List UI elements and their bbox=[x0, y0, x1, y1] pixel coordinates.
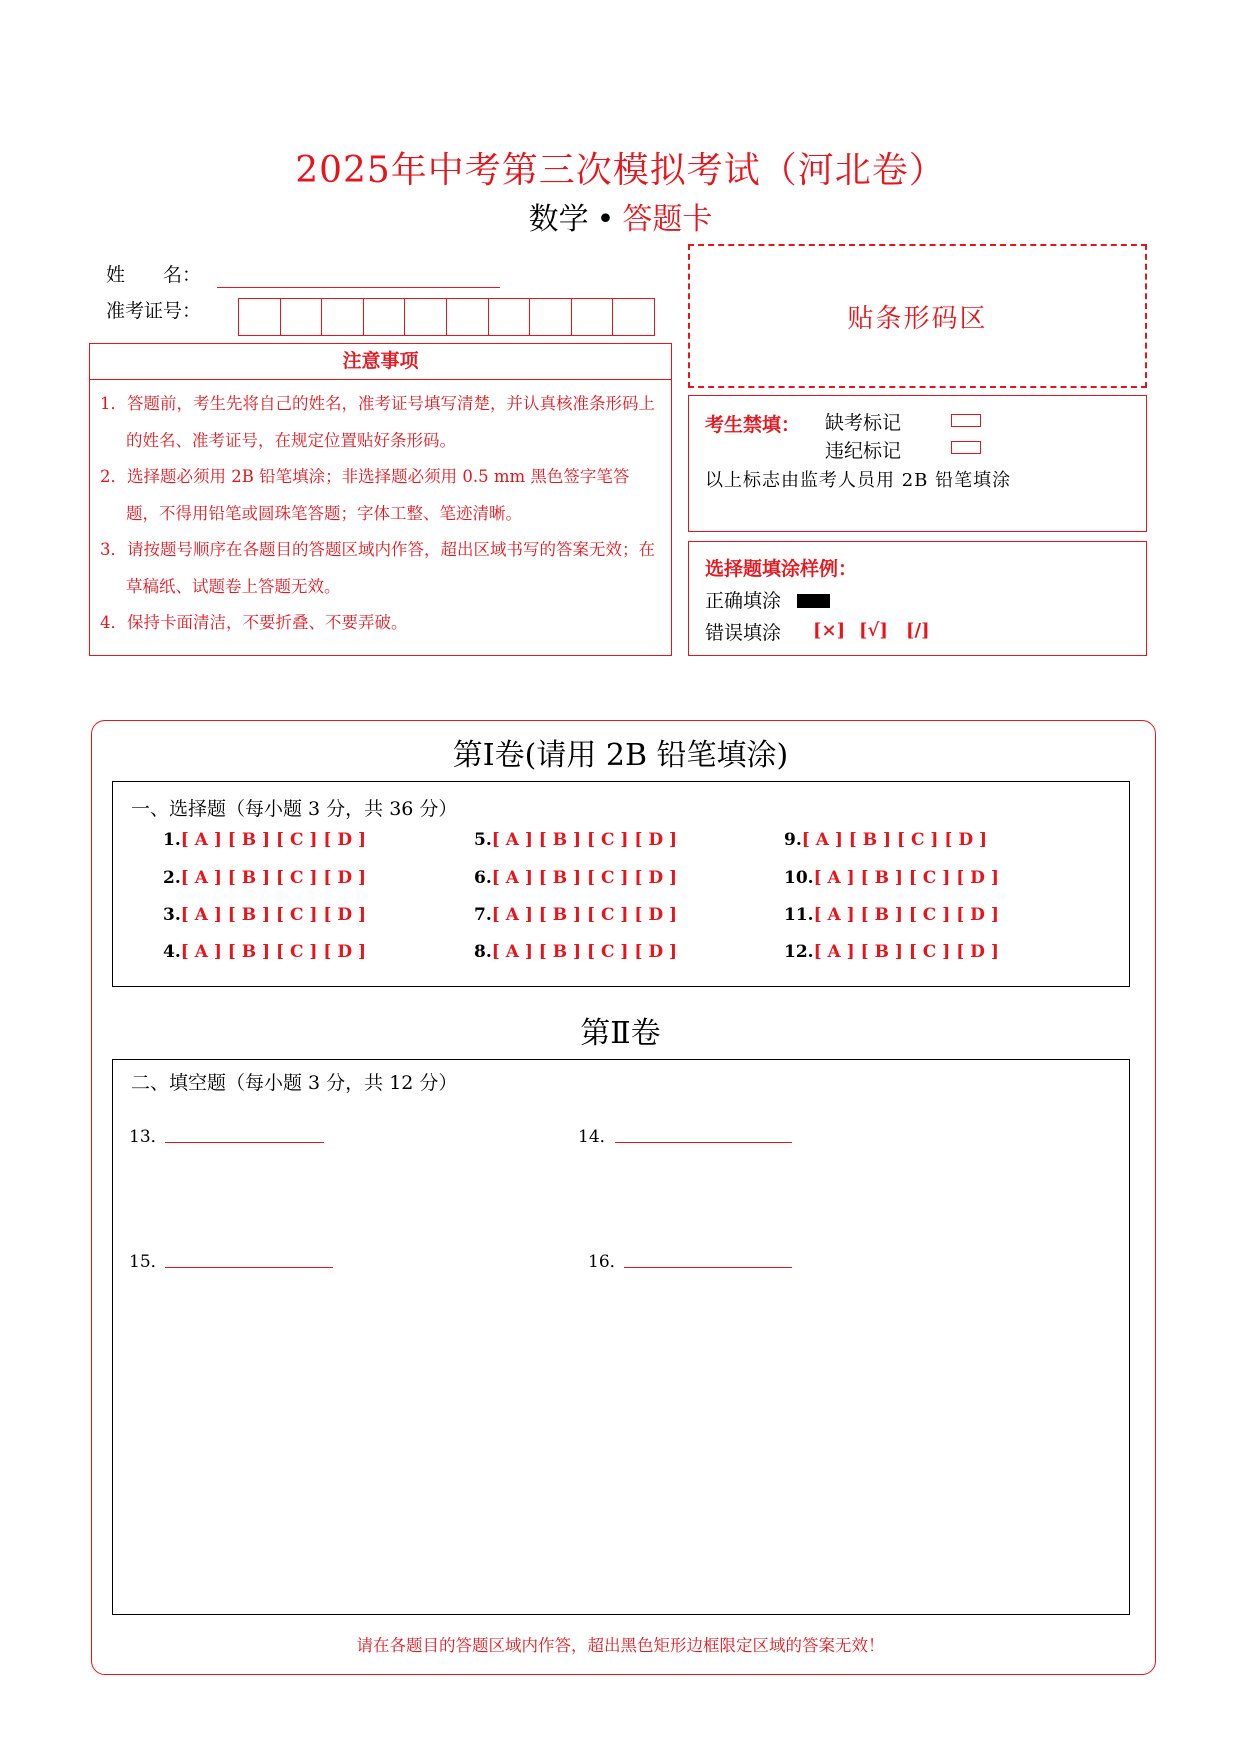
notice-item: 1．答题前，考生先将自己的姓名，准考证号填写清楚，并认真核准条形码上的姓名、准考证号，在规定位置贴好条形码。 bbox=[100, 394, 655, 450]
exam-id-cell[interactable] bbox=[364, 299, 406, 335]
answer-blank[interactable] bbox=[165, 1267, 333, 1268]
exam-id-cell[interactable] bbox=[530, 299, 572, 335]
question-number: 8. bbox=[474, 942, 492, 962]
blank-number: 14． bbox=[578, 1127, 617, 1147]
answer-options[interactable]: [ A ] [ B ] [ C ] [ D ] bbox=[180, 942, 367, 962]
correct-fill-swatch bbox=[797, 594, 830, 608]
question-number: 3. bbox=[163, 905, 181, 925]
mc-question-row[interactable] bbox=[163, 868, 366, 888]
answer-blank[interactable] bbox=[165, 1142, 324, 1143]
answer-options[interactable]: [ A ] [ B ] [ C ] [ D ] bbox=[491, 905, 678, 925]
absent-mark-label: 缺考标记 bbox=[825, 412, 902, 434]
wrong-fill-label: 错误填涂 bbox=[705, 622, 782, 644]
answer-blank[interactable] bbox=[615, 1142, 792, 1143]
name-label bbox=[106, 260, 201, 287]
separator-dot: • bbox=[596, 202, 615, 237]
subject-label: 数学 bbox=[528, 202, 589, 237]
examiner-only-label: 考生禁填： bbox=[705, 414, 801, 436]
blank-number: 15． bbox=[129, 1252, 168, 1272]
question-number: 9. bbox=[784, 830, 802, 850]
name-label-second: 名： bbox=[163, 264, 202, 286]
examiner-only-box bbox=[688, 395, 1147, 532]
part1-title: 第Ⅰ卷(请用 2B 铅笔填涂) bbox=[452, 738, 789, 773]
correct-fill-label: 正确填涂 bbox=[705, 590, 782, 612]
exam-id-cell[interactable] bbox=[239, 299, 281, 335]
footer-warning: 请在各题目的答题区域内作答，超出黑色矩形边框限定区域的答案无效！ bbox=[356, 1636, 885, 1655]
wrong-mark-check: [√] bbox=[859, 620, 888, 641]
question-number: 11. bbox=[784, 905, 814, 925]
mc-question-row[interactable] bbox=[474, 830, 677, 850]
blank-number: 13． bbox=[129, 1127, 168, 1147]
mc-question-row[interactable] bbox=[784, 868, 999, 888]
exam-id-boxes[interactable] bbox=[238, 298, 655, 336]
exam-id-label: 准考证号： bbox=[106, 300, 202, 322]
mc-question-row[interactable] bbox=[784, 830, 987, 850]
fill-in-heading: 二、填空题（每小题 3 分，共 12 分） bbox=[131, 1072, 458, 1094]
fill-sample-box bbox=[688, 541, 1147, 656]
question-number: 5. bbox=[474, 830, 492, 850]
mc-question-row[interactable] bbox=[163, 905, 366, 925]
notice-item: 3．请按题号顺序在各题目的答题区域内作答，超出区域书写的答案无效；在草稿纸、试题卷上答题无效。 bbox=[100, 540, 655, 596]
notice-item: 2．选择题必须用 2B 铅笔填涂；非选择题必须用 0.5 mm 黑色签字笔答题，不得用铅笔或圆珠笔答题；字体工整、笔迹清晰。 bbox=[100, 467, 630, 523]
mc-question-row[interactable] bbox=[163, 942, 366, 962]
mc-question-row[interactable] bbox=[474, 905, 677, 925]
answer-options[interactable]: [ A ] [ B ] [ C ] [ D ] bbox=[180, 830, 367, 850]
exam-id-cell[interactable] bbox=[447, 299, 489, 335]
question-number: 4. bbox=[163, 942, 181, 962]
answer-options[interactable]: [ A ] [ B ] [ C ] [ D ] bbox=[491, 868, 678, 888]
answer-options[interactable]: [ A ] [ B ] [ C ] [ D ] bbox=[180, 868, 367, 888]
name-field[interactable] bbox=[217, 287, 500, 288]
answer-options[interactable]: [ A ] [ B ] [ C ] [ D ] bbox=[813, 905, 999, 925]
answer-options[interactable]: [ A ] [ B ] [ C ] [ D ] bbox=[813, 868, 999, 888]
question-number: 12. bbox=[784, 942, 814, 962]
wrong-mark-slash: [/] bbox=[906, 620, 930, 641]
exam-id-cell[interactable] bbox=[572, 299, 614, 335]
mc-question-row[interactable] bbox=[784, 905, 999, 925]
blank-number: 16． bbox=[588, 1252, 627, 1272]
mc-question-row[interactable] bbox=[784, 942, 999, 962]
exam-id-cell[interactable] bbox=[281, 299, 323, 335]
examiner-note: 以上标志由监考人员用 2B 铅笔填涂 bbox=[705, 470, 1012, 491]
multiple-choice-section bbox=[112, 781, 1130, 987]
fill-sample-label: 选择题填涂样例： bbox=[705, 558, 858, 580]
question-number: 1. bbox=[163, 830, 181, 850]
mc-question-row[interactable] bbox=[474, 942, 677, 962]
name-label-first: 姓 bbox=[106, 264, 126, 286]
answer-options[interactable]: [ A ] [ B ] [ C ] [ D ] bbox=[180, 905, 367, 925]
question-number: 7. bbox=[474, 905, 492, 925]
answer-options[interactable]: [ A ] [ B ] [ C ] [ D ] bbox=[491, 942, 678, 962]
notice-title: 注意事项 bbox=[89, 343, 672, 380]
question-number: 2. bbox=[163, 868, 181, 888]
answer-options[interactable]: [ A ] [ B ] [ C ] [ D ] bbox=[813, 942, 999, 962]
absent-mark-box[interactable] bbox=[951, 414, 981, 427]
barcode-area bbox=[688, 244, 1147, 388]
mc-question-row[interactable] bbox=[474, 868, 677, 888]
card-label: 答题卡 bbox=[622, 202, 713, 237]
exam-id-cell[interactable] bbox=[613, 299, 654, 335]
part2-title: 第Ⅱ卷 bbox=[580, 1016, 661, 1051]
notice-item: 4．保持卡面清洁，不要折叠、不要弄破。 bbox=[100, 613, 408, 632]
violation-mark-box[interactable] bbox=[951, 441, 981, 454]
wrong-mark-cross: [×] bbox=[813, 620, 846, 641]
question-number: 6. bbox=[474, 868, 492, 888]
exam-id-cell[interactable] bbox=[489, 299, 531, 335]
page-subtitle bbox=[0, 194, 1241, 238]
barcode-label: 贴条形码区 bbox=[847, 303, 988, 334]
answer-options[interactable]: [ A ] [ B ] [ C ] [ D ] bbox=[801, 830, 988, 850]
exam-id-cell[interactable] bbox=[405, 299, 447, 335]
notice-list bbox=[89, 380, 672, 656]
mc-question-row[interactable] bbox=[163, 830, 366, 850]
answer-blank[interactable] bbox=[624, 1267, 792, 1268]
question-number: 10. bbox=[784, 868, 814, 888]
answer-options[interactable]: [ A ] [ B ] [ C ] [ D ] bbox=[491, 830, 678, 850]
exam-id-cell[interactable] bbox=[322, 299, 364, 335]
fill-in-section bbox=[112, 1059, 1130, 1615]
multiple-choice-heading: 一、选择题（每小题 3 分，共 36 分） bbox=[131, 798, 458, 820]
page-title: 2025年中考第三次模拟考试（河北卷） bbox=[295, 150, 946, 191]
violation-mark-label: 违纪标记 bbox=[825, 440, 902, 462]
